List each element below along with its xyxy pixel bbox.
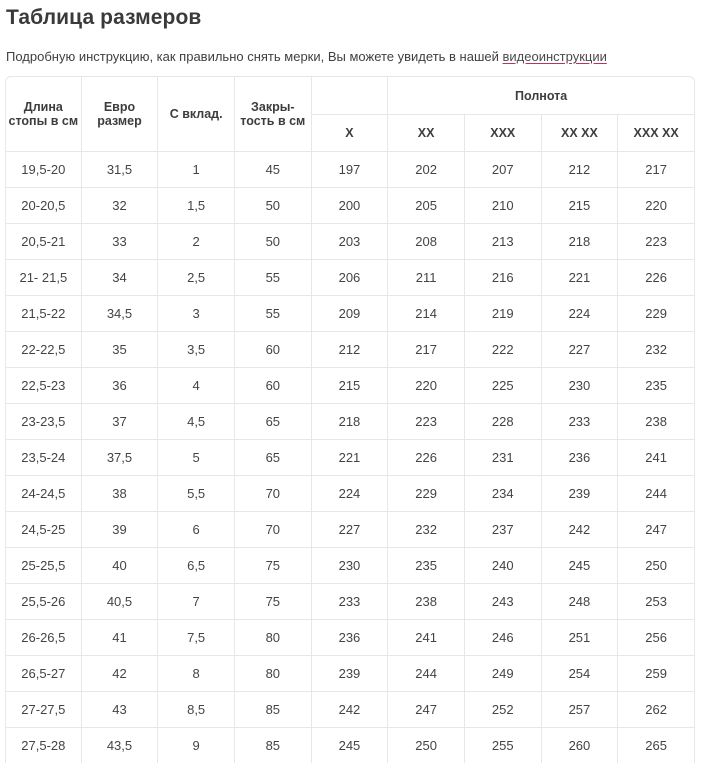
header-fullness-xx-xx: XX XX (542, 115, 619, 152)
fullness-xxx-cell: 246 (465, 620, 542, 656)
insole-cell: 1 (158, 152, 235, 188)
insole-cell: 4,5 (158, 404, 235, 440)
table-row (5, 260, 695, 296)
fullness-xx-cell: 229 (388, 476, 465, 512)
euro-size-cell: 43 (82, 692, 159, 728)
size-table (5, 76, 695, 763)
fullness-xx-xx-cell: 251 (542, 620, 619, 656)
insole-cell: 2,5 (158, 260, 235, 296)
fullness-xx-cell: 205 (388, 188, 465, 224)
fullness-x-cell: 200 (312, 188, 389, 224)
insole-cell: 1,5 (158, 188, 235, 224)
header-foot-length: Длина стопы в см (5, 76, 82, 152)
fullness-xxx-xx-cell: 244 (618, 476, 695, 512)
closure-cell: 50 (235, 224, 312, 260)
size-table-body (5, 152, 695, 763)
insole-cell: 7,5 (158, 620, 235, 656)
fullness-xxx-xx-cell: 220 (618, 188, 695, 224)
euro-size-cell: 33 (82, 224, 159, 260)
insole-cell: 9 (158, 728, 235, 763)
fullness-xx-cell: 226 (388, 440, 465, 476)
closure-cell: 65 (235, 440, 312, 476)
fullness-xxx-xx-cell: 253 (618, 584, 695, 620)
insole-cell: 2 (158, 224, 235, 260)
fullness-x-cell: 206 (312, 260, 389, 296)
euro-size-cell: 41 (82, 620, 159, 656)
euro-size-cell: 32 (82, 188, 159, 224)
foot-length-cell: 26-26,5 (5, 620, 82, 656)
foot-length-cell: 26,5-27 (5, 656, 82, 692)
fullness-x-cell: 218 (312, 404, 389, 440)
euro-size-cell: 43,5 (82, 728, 159, 763)
fullness-xxx-xx-cell: 235 (618, 368, 695, 404)
table-row (5, 296, 695, 332)
closure-cell: 80 (235, 620, 312, 656)
foot-length-cell: 20-20,5 (5, 188, 82, 224)
table-row (5, 152, 695, 188)
euro-size-cell: 37,5 (82, 440, 159, 476)
table-row (5, 656, 695, 692)
fullness-x-cell: 230 (312, 548, 389, 584)
insole-cell: 5 (158, 440, 235, 476)
fullness-xxx-xx-cell: 232 (618, 332, 695, 368)
header-insole: С вклад. (158, 76, 235, 152)
closure-cell: 85 (235, 728, 312, 763)
fullness-xx-cell: 244 (388, 656, 465, 692)
fullness-xx-cell: 220 (388, 368, 465, 404)
euro-size-cell: 39 (82, 512, 159, 548)
header-fullness-xxx-xx: XXX XX (618, 115, 695, 152)
foot-length-cell: 21,5-22 (5, 296, 82, 332)
fullness-xx-xx-cell: 212 (542, 152, 619, 188)
table-row (5, 332, 695, 368)
fullness-xxx-xx-cell: 223 (618, 224, 695, 260)
fullness-xxx-cell: 255 (465, 728, 542, 763)
fullness-xxx-cell: 249 (465, 656, 542, 692)
closure-cell: 60 (235, 332, 312, 368)
fullness-x-cell: 224 (312, 476, 389, 512)
fullness-xx-cell: 238 (388, 584, 465, 620)
fullness-xx-cell: 232 (388, 512, 465, 548)
insole-cell: 7 (158, 584, 235, 620)
foot-length-cell: 27-27,5 (5, 692, 82, 728)
closure-cell: 70 (235, 476, 312, 512)
intro-text (6, 49, 607, 64)
insole-cell: 6,5 (158, 548, 235, 584)
fullness-xxx-cell: 243 (465, 584, 542, 620)
foot-length-cell: 24-24,5 (5, 476, 82, 512)
fullness-xx-xx-cell: 218 (542, 224, 619, 260)
fullness-xxx-cell: 210 (465, 188, 542, 224)
table-row (5, 620, 695, 656)
table-row (5, 368, 695, 404)
insole-cell: 8 (158, 656, 235, 692)
fullness-xxx-xx-cell: 259 (618, 656, 695, 692)
fullness-x-cell: 215 (312, 368, 389, 404)
insole-cell: 4 (158, 368, 235, 404)
fullness-xx-cell: 241 (388, 620, 465, 656)
header-closure: Закры- тость в см (235, 76, 312, 152)
fullness-xx-xx-cell: 257 (542, 692, 619, 728)
fullness-xxx-cell: 237 (465, 512, 542, 548)
euro-size-cell: 42 (82, 656, 159, 692)
fullness-xxx-xx-cell: 217 (618, 152, 695, 188)
fullness-xxx-cell: 240 (465, 548, 542, 584)
fullness-x-cell: 239 (312, 656, 389, 692)
fullness-xxx-xx-cell: 250 (618, 548, 695, 584)
fullness-xxx-cell: 252 (465, 692, 542, 728)
fullness-x-cell: 236 (312, 620, 389, 656)
euro-size-cell: 31,5 (82, 152, 159, 188)
closure-cell: 50 (235, 188, 312, 224)
euro-size-cell: 37 (82, 404, 159, 440)
fullness-xxx-xx-cell: 238 (618, 404, 695, 440)
table-row (5, 440, 695, 476)
euro-size-cell: 40 (82, 548, 159, 584)
euro-size-cell: 34,5 (82, 296, 159, 332)
fullness-xxx-xx-cell: 265 (618, 728, 695, 763)
foot-length-cell: 23-23,5 (5, 404, 82, 440)
fullness-x-cell: 209 (312, 296, 389, 332)
table-row (5, 728, 695, 763)
table-row (5, 584, 695, 620)
euro-size-cell: 38 (82, 476, 159, 512)
intro-sentence: Подробную инструкцию, как правильно снять мерки, Вы можете увидеть в нашей (6, 49, 503, 64)
fullness-xx-xx-cell: 239 (542, 476, 619, 512)
fullness-x-cell: 245 (312, 728, 389, 763)
fullness-xxx-cell: 234 (465, 476, 542, 512)
foot-length-cell: 23,5-24 (5, 440, 82, 476)
fullness-xx-cell: 250 (388, 728, 465, 763)
fullness-xx-xx-cell: 260 (542, 728, 619, 763)
page-title: Таблица размеров (6, 6, 202, 29)
table-row (5, 404, 695, 440)
euro-size-cell: 35 (82, 332, 159, 368)
fullness-xx-cell: 208 (388, 224, 465, 260)
fullness-xxx-cell: 222 (465, 332, 542, 368)
foot-length-cell: 27,5-28 (5, 728, 82, 763)
closure-cell: 75 (235, 548, 312, 584)
fullness-x-cell: 227 (312, 512, 389, 548)
fullness-xxx-cell: 207 (465, 152, 542, 188)
insole-cell: 3,5 (158, 332, 235, 368)
fullness-xx-xx-cell: 221 (542, 260, 619, 296)
fullness-x-cell: 242 (312, 692, 389, 728)
fullness-xxx-cell: 228 (465, 404, 542, 440)
insole-cell: 5,5 (158, 476, 235, 512)
fullness-xxx-xx-cell: 262 (618, 692, 695, 728)
header-fullness-group: Полнота (388, 76, 695, 115)
fullness-xx-cell: 214 (388, 296, 465, 332)
header-euro-size: Евро размер (82, 76, 159, 152)
euro-size-cell: 34 (82, 260, 159, 296)
fullness-xx-cell: 211 (388, 260, 465, 296)
video-instructions-link[interactable]: видеоинструкции (502, 49, 607, 64)
fullness-xxx-cell: 231 (465, 440, 542, 476)
size-table-container (5, 76, 714, 763)
fullness-x-cell: 221 (312, 440, 389, 476)
fullness-xxx-xx-cell: 226 (618, 260, 695, 296)
fullness-xx-xx-cell: 236 (542, 440, 619, 476)
fullness-xx-xx-cell: 227 (542, 332, 619, 368)
table-row (5, 548, 695, 584)
table-row (5, 188, 695, 224)
foot-length-cell: 25,5-26 (5, 584, 82, 620)
foot-length-cell: 25-25,5 (5, 548, 82, 584)
header-fullness-xx: XX (388, 115, 465, 152)
table-row (5, 512, 695, 548)
fullness-xx-cell: 235 (388, 548, 465, 584)
fullness-xx-xx-cell: 245 (542, 548, 619, 584)
fullness-xxx-cell: 216 (465, 260, 542, 296)
foot-length-cell: 24,5-25 (5, 512, 82, 548)
insole-cell: 8,5 (158, 692, 235, 728)
fullness-xx-xx-cell: 254 (542, 656, 619, 692)
fullness-xx-xx-cell: 242 (542, 512, 619, 548)
fullness-xx-xx-cell: 233 (542, 404, 619, 440)
fullness-xx-cell: 217 (388, 332, 465, 368)
fullness-xx-cell: 223 (388, 404, 465, 440)
foot-length-cell: 21- 21,5 (5, 260, 82, 296)
fullness-xxx-xx-cell: 229 (618, 296, 695, 332)
fullness-xxx-cell: 225 (465, 368, 542, 404)
header-blank (312, 76, 389, 115)
table-row (5, 224, 695, 260)
insole-cell: 3 (158, 296, 235, 332)
closure-cell: 80 (235, 656, 312, 692)
fullness-xxx-cell: 213 (465, 224, 542, 260)
fullness-xx-cell: 202 (388, 152, 465, 188)
fullness-xx-xx-cell: 215 (542, 188, 619, 224)
fullness-xxx-cell: 219 (465, 296, 542, 332)
fullness-x-cell: 203 (312, 224, 389, 260)
closure-cell: 65 (235, 404, 312, 440)
table-row (5, 476, 695, 512)
euro-size-cell: 40,5 (82, 584, 159, 620)
fullness-xx-xx-cell: 224 (542, 296, 619, 332)
header-fullness-xxx: XXX (465, 115, 542, 152)
closure-cell: 70 (235, 512, 312, 548)
closure-cell: 55 (235, 296, 312, 332)
fullness-xxx-xx-cell: 247 (618, 512, 695, 548)
foot-length-cell: 22-22,5 (5, 332, 82, 368)
fullness-xx-cell: 247 (388, 692, 465, 728)
closure-cell: 85 (235, 692, 312, 728)
foot-length-cell: 22,5-23 (5, 368, 82, 404)
fullness-xxx-xx-cell: 241 (618, 440, 695, 476)
foot-length-cell: 20,5-21 (5, 224, 82, 260)
table-row (5, 692, 695, 728)
closure-cell: 60 (235, 368, 312, 404)
foot-length-cell: 19,5-20 (5, 152, 82, 188)
fullness-xxx-xx-cell: 256 (618, 620, 695, 656)
closure-cell: 45 (235, 152, 312, 188)
fullness-xx-xx-cell: 230 (542, 368, 619, 404)
fullness-xx-xx-cell: 248 (542, 584, 619, 620)
header-fullness-x: X (312, 115, 389, 152)
closure-cell: 55 (235, 260, 312, 296)
euro-size-cell: 36 (82, 368, 159, 404)
closure-cell: 75 (235, 584, 312, 620)
fullness-x-cell: 212 (312, 332, 389, 368)
fullness-x-cell: 197 (312, 152, 389, 188)
insole-cell: 6 (158, 512, 235, 548)
fullness-x-cell: 233 (312, 584, 389, 620)
